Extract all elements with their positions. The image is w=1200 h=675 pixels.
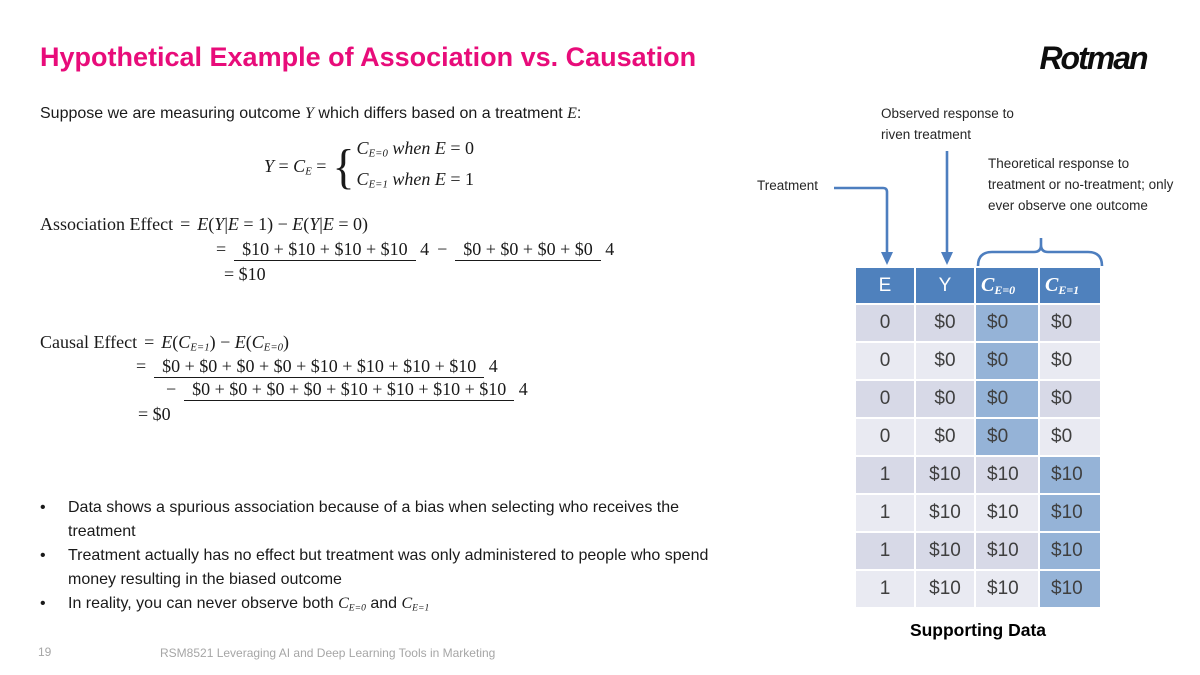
table-cell-c1: $10 bbox=[1040, 571, 1100, 607]
association-line-3 bbox=[224, 264, 614, 285]
table-cell-c0: $0 bbox=[976, 381, 1038, 417]
table-cell-c1: $10 bbox=[1040, 533, 1100, 569]
math-token: E=0 bbox=[263, 341, 284, 354]
table-cell-e: 1 bbox=[856, 495, 914, 531]
association-line-2 bbox=[216, 239, 614, 260]
footer-course-title: RSM8521 Leveraging AI and Deep Learning Tools in Marketing bbox=[160, 646, 496, 660]
equals-sign: = bbox=[180, 214, 191, 234]
observed-response-note: Observed response to riven treatment bbox=[881, 106, 1014, 142]
math-token: = 1) − bbox=[238, 214, 293, 234]
math-token: C bbox=[1045, 273, 1059, 296]
association-result: = $10 bbox=[224, 264, 266, 284]
causal-result: = $0 bbox=[138, 403, 171, 424]
table-cell-c1: $0 bbox=[1040, 381, 1100, 417]
table-row bbox=[856, 305, 1100, 341]
table-cell-y: $0 bbox=[916, 343, 974, 379]
intro-text: : bbox=[576, 105, 582, 122]
math-token: Treatment actually has no effect but treatment was only administered to people who spend money resulting in the biased outcome bbox=[68, 547, 709, 588]
bullet-text bbox=[68, 592, 429, 620]
fraction bbox=[234, 239, 429, 260]
curly-brace: { bbox=[332, 139, 355, 194]
math-token: C bbox=[251, 332, 264, 352]
causal-line-2 bbox=[136, 356, 528, 377]
table-cell-y: $10 bbox=[916, 495, 974, 531]
math-token: E bbox=[322, 214, 334, 234]
math-token: E=0 bbox=[348, 602, 366, 614]
intro-sentence bbox=[40, 105, 581, 123]
math-token: = bbox=[274, 155, 294, 176]
var-y: Y bbox=[305, 105, 314, 122]
math-token: C bbox=[293, 155, 306, 176]
table-cell-e: 0 bbox=[856, 343, 914, 379]
math-token: In reality, you can never observe both bbox=[68, 595, 339, 612]
case-equation-lhs bbox=[264, 156, 326, 178]
association-line-1 bbox=[40, 214, 614, 235]
equals-sign: = bbox=[216, 239, 227, 259]
table-cell-c0: $10 bbox=[976, 457, 1038, 493]
math-token: E bbox=[161, 332, 173, 352]
table-cell-e: 1 bbox=[856, 533, 914, 569]
fraction bbox=[154, 356, 498, 377]
numerator: $0 + $0 + $0 + $0 + $10 + $10 + $10 + $10 bbox=[184, 379, 514, 401]
math-token: Data shows a spurious association because of a bias when selecting who receives the treatment bbox=[68, 499, 680, 540]
math-token: Y bbox=[214, 214, 225, 234]
math-token: when E bbox=[387, 168, 451, 189]
treatment-note: Treatment bbox=[757, 178, 819, 193]
math-token: C bbox=[401, 595, 413, 612]
math-token: ( bbox=[303, 214, 310, 234]
list-item bbox=[40, 496, 750, 544]
fraction bbox=[184, 379, 528, 400]
math-token: = 0 bbox=[450, 138, 474, 158]
table-cell-e: 0 bbox=[856, 419, 914, 455]
table-cell-e: 1 bbox=[856, 457, 914, 493]
table-row bbox=[856, 457, 1100, 493]
intro-text: Suppose we are measuring outcome bbox=[40, 105, 306, 122]
numerator: $0 + $0 + $0 + $0 + $10 + $10 + $10 + $10 bbox=[154, 356, 484, 378]
math-token: Y bbox=[309, 214, 320, 234]
column-header-c1 bbox=[1040, 268, 1100, 303]
math-token: and bbox=[365, 595, 402, 612]
list-item bbox=[40, 592, 750, 620]
table-cell-c0: $10 bbox=[976, 571, 1038, 607]
table-body bbox=[856, 305, 1100, 607]
column-header-e: E bbox=[856, 268, 914, 303]
column-header-c0 bbox=[976, 268, 1038, 303]
causal-line-1 bbox=[40, 332, 528, 354]
math-token: ) − bbox=[209, 332, 235, 352]
causal-line-3 bbox=[166, 379, 528, 400]
association-label: Association Effect bbox=[40, 214, 174, 234]
math-token: E=1 bbox=[368, 178, 388, 191]
association-expression bbox=[197, 214, 368, 235]
math-token: E=1 bbox=[190, 341, 210, 354]
page-title: Hypothetical Example of Association vs. Causation bbox=[40, 42, 697, 72]
bullet-marker: • bbox=[40, 595, 46, 612]
treatment-arrowhead bbox=[881, 252, 893, 265]
column-header-y: Y bbox=[916, 268, 974, 303]
observed-arrowhead bbox=[941, 252, 953, 265]
math-token: ) bbox=[283, 332, 290, 352]
math-token: C bbox=[178, 332, 191, 352]
table-cell-y: $10 bbox=[916, 457, 974, 493]
fraction bbox=[455, 239, 614, 260]
intro-text: which differs based on a treatment bbox=[313, 105, 568, 122]
math-token: C bbox=[338, 595, 349, 612]
math-token: E bbox=[197, 214, 209, 234]
denominator: 4 bbox=[518, 378, 528, 399]
table-cell-c0: $0 bbox=[976, 419, 1038, 455]
table-row bbox=[856, 419, 1100, 455]
math-token: E=1 bbox=[1058, 282, 1080, 297]
case-equation-rows bbox=[357, 136, 474, 197]
table-cell-c1: $0 bbox=[1040, 343, 1100, 379]
table-row bbox=[856, 571, 1100, 607]
table-cell-y: $0 bbox=[916, 419, 974, 455]
causal-effect-block bbox=[40, 332, 528, 425]
numerator: $0 + $0 + $0 + $0 bbox=[455, 239, 600, 261]
math-token: E=0 bbox=[368, 147, 388, 160]
var-e: E bbox=[567, 105, 577, 122]
treatment-arrow-line bbox=[834, 188, 887, 253]
math-token: ( bbox=[172, 332, 179, 352]
table-cell-c1: $10 bbox=[1040, 495, 1100, 531]
table-caption: Supporting Data bbox=[909, 620, 1047, 640]
table-cell-e: 0 bbox=[856, 381, 914, 417]
table-row bbox=[856, 495, 1100, 531]
causal-label: Causal Effect bbox=[40, 332, 138, 352]
math-token: | bbox=[319, 214, 323, 234]
table-row bbox=[856, 533, 1100, 569]
math-token: C bbox=[981, 273, 995, 296]
case-row-1 bbox=[357, 136, 474, 167]
minus-sign: − bbox=[166, 378, 177, 399]
table-cell-c0: $0 bbox=[976, 343, 1038, 379]
bullet-marker: • bbox=[40, 547, 46, 564]
math-token: C bbox=[356, 168, 369, 189]
math-token: | bbox=[224, 214, 228, 234]
math-token: E=1 bbox=[412, 602, 430, 614]
table-cell-y: $0 bbox=[916, 381, 974, 417]
causal-line-4 bbox=[138, 404, 528, 425]
bullet-list bbox=[40, 496, 750, 620]
table-header bbox=[856, 268, 1100, 303]
table-cell-c1: $0 bbox=[1040, 305, 1100, 341]
table-cell-y: $0 bbox=[916, 305, 974, 341]
table-row bbox=[856, 381, 1100, 417]
table-cell-c0: $10 bbox=[976, 533, 1038, 569]
math-token: Y bbox=[264, 155, 275, 176]
equals-sign: = bbox=[136, 355, 147, 376]
table-cell-y: $10 bbox=[916, 571, 974, 607]
math-token: = 1 bbox=[450, 168, 474, 189]
list-item bbox=[40, 544, 750, 592]
math-token: E bbox=[305, 165, 312, 178]
page-number: 19 bbox=[38, 645, 52, 659]
bullet-text bbox=[68, 544, 750, 592]
math-token: = bbox=[311, 155, 327, 176]
theoretical-brace bbox=[978, 238, 1102, 266]
math-token: E bbox=[234, 332, 246, 352]
case-equation bbox=[264, 136, 474, 197]
table-cell-e: 0 bbox=[856, 305, 914, 341]
rotman-logo: Rotman bbox=[1039, 40, 1147, 76]
math-token: = 0) bbox=[333, 214, 368, 234]
table-cell-c1: $0 bbox=[1040, 419, 1100, 455]
case-row-2 bbox=[357, 167, 474, 198]
math-token: E bbox=[227, 214, 239, 234]
math-token: ( bbox=[208, 214, 215, 234]
bullet-text bbox=[68, 496, 750, 544]
association-effect-block bbox=[40, 214, 614, 285]
denominator: 4 bbox=[488, 355, 498, 376]
table-row bbox=[856, 343, 1100, 379]
theoretical-response-note: Theoretical response to treatment or no-treatment; only ever observe one outcome bbox=[988, 156, 1174, 213]
math-token: E bbox=[292, 214, 304, 234]
math-token: ( bbox=[245, 332, 252, 352]
denominator: 4 bbox=[605, 239, 615, 259]
table-cell-c0: $10 bbox=[976, 495, 1038, 531]
minus-sign: − bbox=[437, 239, 448, 259]
bullet-marker: • bbox=[40, 499, 46, 516]
numerator: $10 + $10 + $10 + $10 bbox=[234, 239, 415, 261]
table-cell-c1: $10 bbox=[1040, 457, 1100, 493]
math-token: E=0 bbox=[994, 282, 1016, 297]
denominator: 4 bbox=[420, 239, 430, 259]
table-cell-y: $10 bbox=[916, 533, 974, 569]
table-cell-c0: $0 bbox=[976, 305, 1038, 341]
table-cell-e: 1 bbox=[856, 571, 914, 607]
math-token: when E bbox=[387, 138, 451, 158]
equals-sign: = bbox=[144, 332, 155, 352]
causal-expression bbox=[161, 332, 289, 354]
math-token: C bbox=[356, 138, 369, 158]
supporting-data-table bbox=[854, 266, 1102, 609]
